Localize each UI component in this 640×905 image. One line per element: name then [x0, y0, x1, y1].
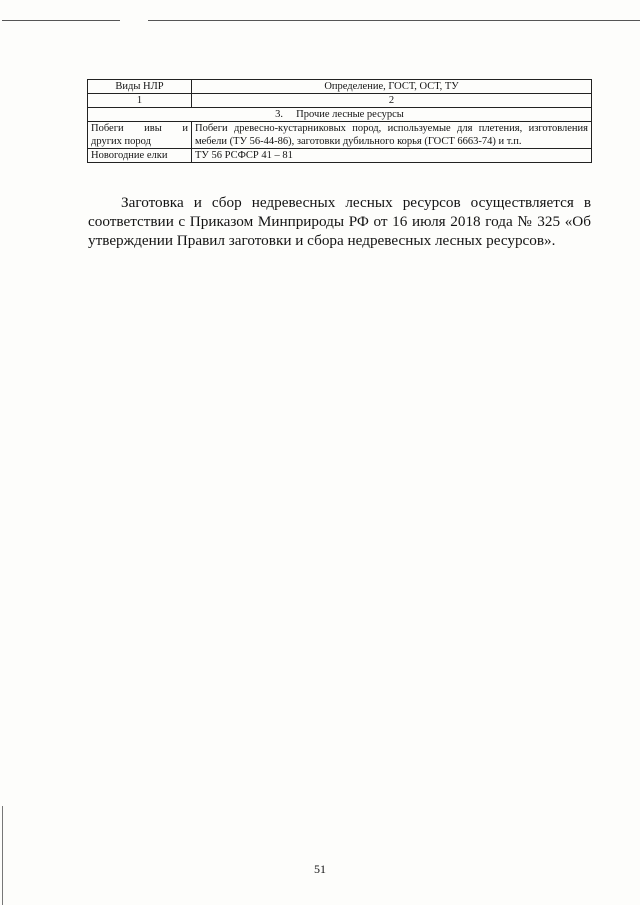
table-row: [88, 149, 592, 163]
kind-cell: Новогодние елки: [88, 149, 192, 163]
scan-edge-line: [2, 806, 3, 905]
page-number: 51: [314, 862, 326, 876]
body-paragraph: Заготовка и сбор недревесных лесных ресурсов осуществляется в соответствии с Приказом Минприроды РФ от 16 июля 2018 года № 325 «Об утверждении Правил заготовки и сбора недревесных лесных ресурсов».: [88, 194, 591, 249]
kind-cell: [88, 122, 192, 149]
numbering-cell-1: 1: [88, 94, 192, 108]
section-title: 3. Прочие лесные ресурсы: [88, 108, 592, 122]
scan-edge-line: [2, 20, 120, 21]
nlr-table: [87, 79, 592, 163]
table-section-row: [88, 108, 592, 122]
definition-cell: ТУ 56 РСФСР 41 – 81: [192, 149, 592, 163]
table-numbering-row: [88, 94, 592, 108]
kind-cell-line: Побеги ивы и: [91, 123, 188, 134]
scan-edge-line: [148, 20, 640, 21]
table-row: [88, 122, 592, 149]
header-cell-definition: Определение, ГОСТ, ОСТ, ТУ: [192, 80, 592, 94]
header-cell-kind: Виды НЛР: [88, 80, 192, 94]
table-header-row: [88, 80, 592, 94]
numbering-cell-2: 2: [192, 94, 592, 108]
definition-cell: Побеги древесно-кустарниковых пород, используемые для плетения, изготовления мебели (ТУ 56-44-86), заготовки дубильного корья (ГОСТ 6663-74) и т.п.: [192, 122, 592, 149]
kind-cell-line: других пород: [91, 136, 151, 147]
